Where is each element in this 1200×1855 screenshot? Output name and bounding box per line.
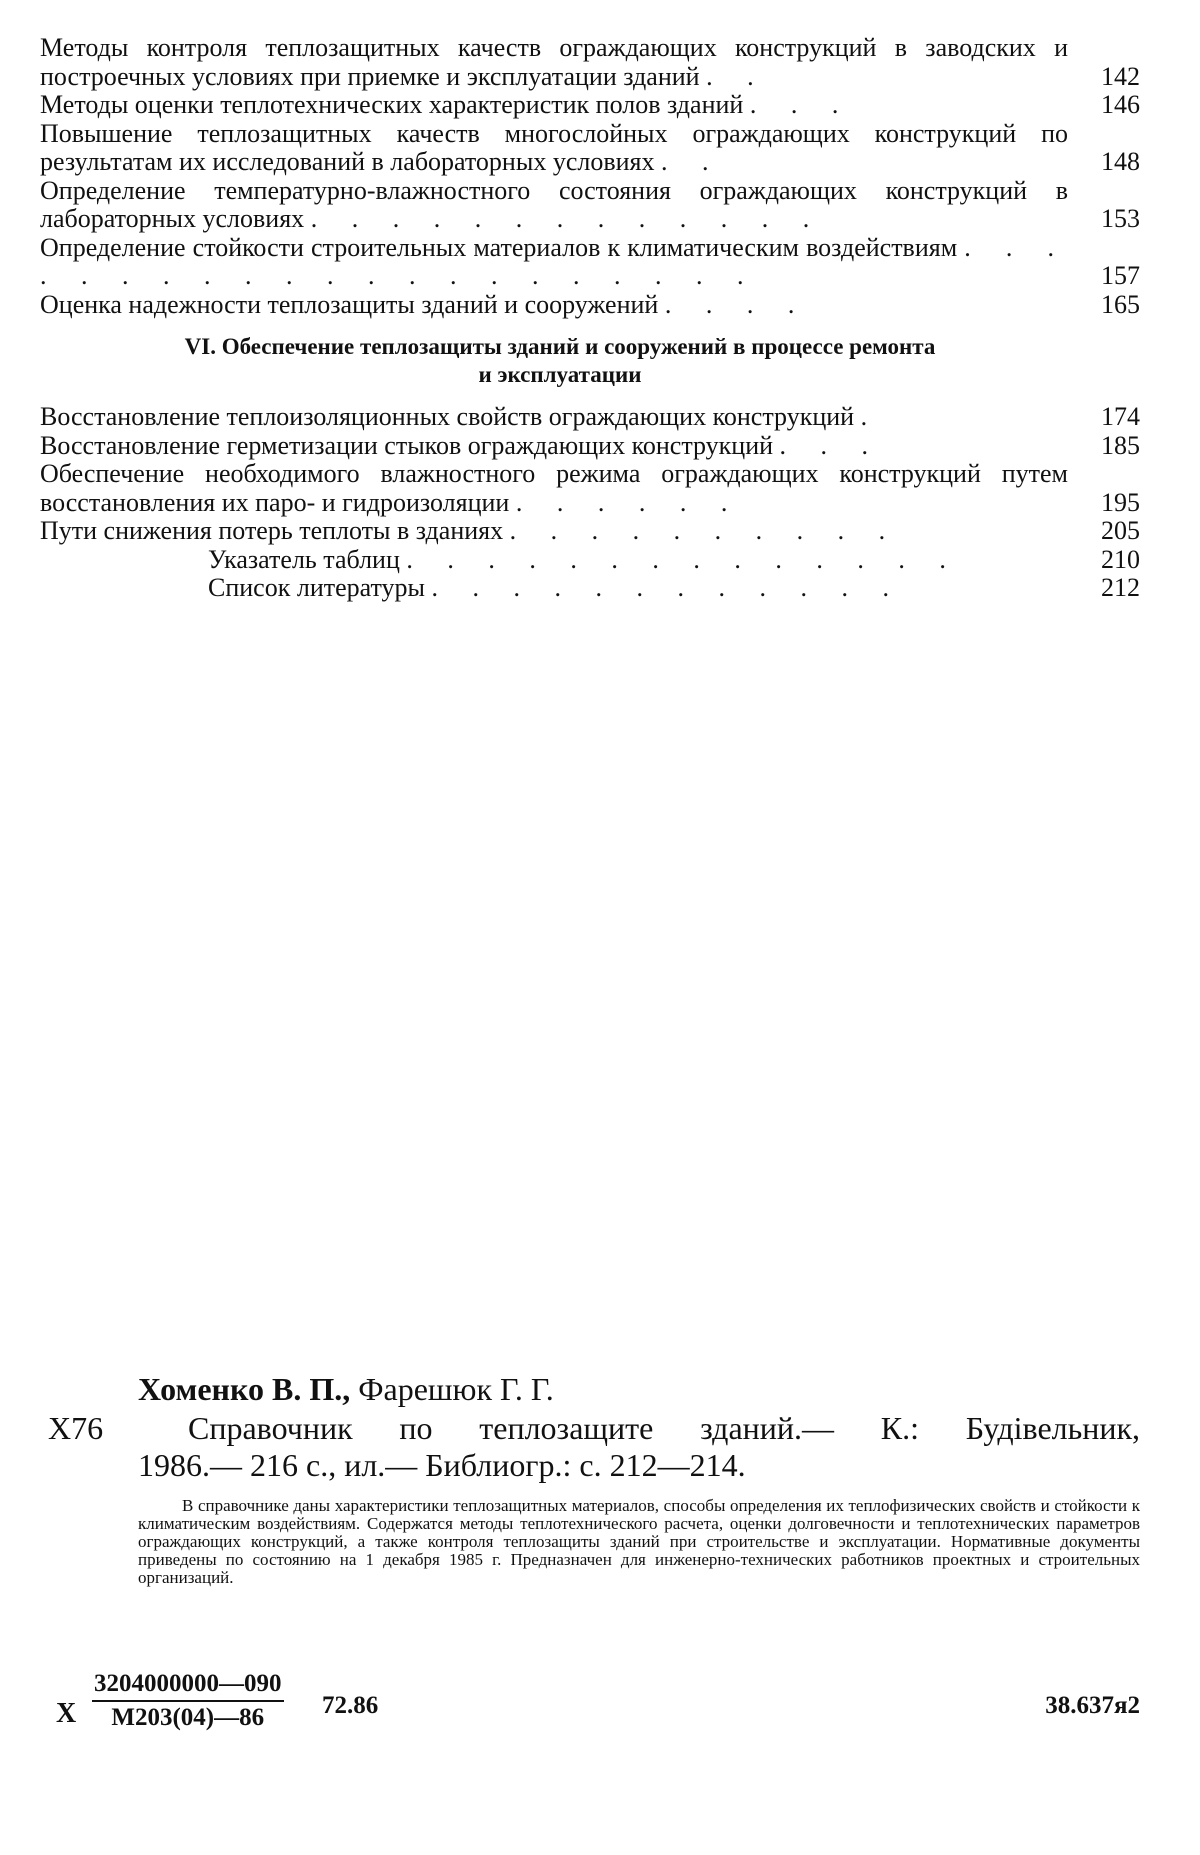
- udk-code: 72.86: [322, 1692, 379, 1719]
- toc-group-after: [40, 403, 1140, 603]
- table-of-contents: [40, 34, 1140, 603]
- toc-entry-title: Оценка надежности теплозащиты зданий и сооружений: [40, 289, 659, 319]
- bibliographic-description: [138, 1410, 1140, 1484]
- toc-entry-text: [40, 574, 1068, 603]
- toc-entry: [40, 120, 1140, 177]
- toc-entry-title: Пути снижения потерь теплоты в зданиях: [40, 516, 504, 545]
- toc-entry: [40, 234, 1140, 291]
- section-heading-line-2: и эксплуатации: [478, 362, 642, 387]
- toc-page-number: 195: [1101, 487, 1140, 517]
- toc-entry-text: [40, 291, 1068, 320]
- toc-entry: [40, 460, 1140, 517]
- abstract-paragraph: В справочнике даны характеристики теплозащитных материалов, способы определения их теплофизических свойств и стойкости к климатическим воздействиям. Содержатся методы теплотехнического расчета, оценки долговечности и теплотехнических параметров ограждающих конструкций, а также контроля теплозащиты зданий при строительстве и эксплуатации. Нормативные документы приведены по состоянию на 1 декабря 1985 г. Предназначен для инженерно-технических работников проектных и строительных организаций.: [138, 1496, 1140, 1587]
- toc-leader-dots: . . . . . . . . . . . . . .: [406, 544, 960, 574]
- authors-line: [138, 1371, 554, 1408]
- toc-leader-dots: . .: [706, 61, 768, 91]
- author-code: Х76: [48, 1410, 104, 1446]
- toc-page-number: 142: [1101, 61, 1140, 91]
- toc-leader-dots: . . .: [749, 90, 853, 119]
- toc-leader-dots: .: [860, 402, 882, 431]
- toc-page-number: 153: [1101, 204, 1140, 233]
- index-numerator: 3204000000—090: [92, 1670, 284, 1702]
- toc-entry-text: [40, 460, 1068, 517]
- toc-page-number: 148: [1101, 147, 1140, 176]
- bib-line-2: 1986.— 216 с., ил.— Библиогр.: с. 212—214.: [138, 1447, 746, 1483]
- toc-page-number: 212: [1101, 573, 1140, 602]
- toc-entry-text: [40, 91, 1068, 120]
- toc-entry-title: Определение температурно-влажностного состояния ограждающих конструкций в лабораторных условиях: [40, 175, 1068, 233]
- toc-entry: [40, 432, 1140, 461]
- section-heading: [40, 333, 1080, 389]
- toc-entry-text: [40, 517, 1068, 546]
- toc-page-number: 174: [1101, 402, 1140, 431]
- toc-entry: [40, 403, 1140, 432]
- section-heading-line-1: VI. Обеспечение теплозащиты зданий и сооружений в процессе ремонта: [184, 334, 936, 359]
- toc-leader-dots: . . . . . . . . . . . . .: [310, 204, 824, 233]
- toc-leader-dots: . . . . . . . . . . . .: [431, 573, 903, 602]
- toc-entry-title: Методы оценки теплотехнических характеристик полов зданий: [40, 90, 744, 119]
- toc-page-number: 205: [1101, 516, 1140, 545]
- toc-entry: [40, 574, 1140, 603]
- toc-entry-text: [40, 432, 1068, 461]
- toc-entry: [40, 291, 1140, 320]
- toc-entry: [40, 34, 1140, 91]
- toc-leader-dots: . .: [660, 147, 723, 176]
- bbk-code: 38.637я2: [1045, 1692, 1140, 1719]
- toc-leader-dots: . . . . . .: [515, 487, 742, 517]
- toc-entry-title: Восстановление герметизации стыков ограждающих конструкций: [40, 430, 774, 460]
- authors-bold: Хоменко В. П.,: [138, 1371, 351, 1407]
- toc-leader-dots: . . . .: [664, 289, 809, 319]
- toc-page-number: 185: [1101, 430, 1140, 460]
- toc-entry-text: [40, 403, 1068, 432]
- toc-entry: [40, 517, 1140, 546]
- toc-page-number: 210: [1101, 544, 1140, 574]
- toc-page-number: 146: [1101, 90, 1140, 119]
- index-fraction: [92, 1670, 284, 1732]
- toc-entry-title: Список литературы: [208, 573, 425, 602]
- toc-leader-dots: . . .: [779, 430, 883, 460]
- toc-entry: [40, 91, 1140, 120]
- toc-entry-text: [40, 177, 1068, 234]
- toc-entry: [40, 546, 1140, 575]
- toc-entry-text: [40, 34, 1068, 91]
- toc-entry: [40, 177, 1140, 234]
- toc-entry-title: Определение стойкости строительных материалов к климатическим воздействиям: [40, 232, 958, 262]
- toc-page-number: 165: [1101, 289, 1140, 319]
- toc-leader-dots: . . . . . . . . . . . . . . . . . . . . .: [40, 232, 1069, 290]
- authors-rest: Фарешюк Г. Г.: [350, 1371, 554, 1407]
- toc-entry-title: Методы контроля теплозащитных качеств ограждающих конструкций в заводских и построечных условиях при приемке и эксплуатации зданий: [40, 33, 1068, 91]
- toc-entry-title: Повышение теплозащитных качеств многослойных ограждающих конструкций по результатам их исследований в лабораторных условиях: [40, 118, 1068, 176]
- toc-entry-text: [40, 234, 1068, 291]
- index-letter: Х: [56, 1698, 77, 1729]
- index-denominator: М203(04)—86: [111, 1704, 265, 1731]
- toc-entry-title: Обеспечение необходимого влажностного режима ограждающих конструкций путем восстановления их паро- и гидроизоляции: [40, 459, 1068, 517]
- toc-entry-title: Указатель таблиц: [208, 544, 400, 574]
- toc-entry-title: Восстановление теплоизоляционных свойств ограждающих конструкций: [40, 402, 855, 431]
- toc-page-number: 157: [1101, 261, 1140, 290]
- toc-leader-dots: . . . . . . . . . .: [509, 516, 900, 545]
- toc-entry-text: [40, 120, 1068, 177]
- toc-group-before: [40, 34, 1140, 319]
- toc-entry-text: [40, 546, 1068, 575]
- bib-line-1: Справочник по теплозащите зданий.— К.: Будівельник,: [188, 1410, 1140, 1446]
